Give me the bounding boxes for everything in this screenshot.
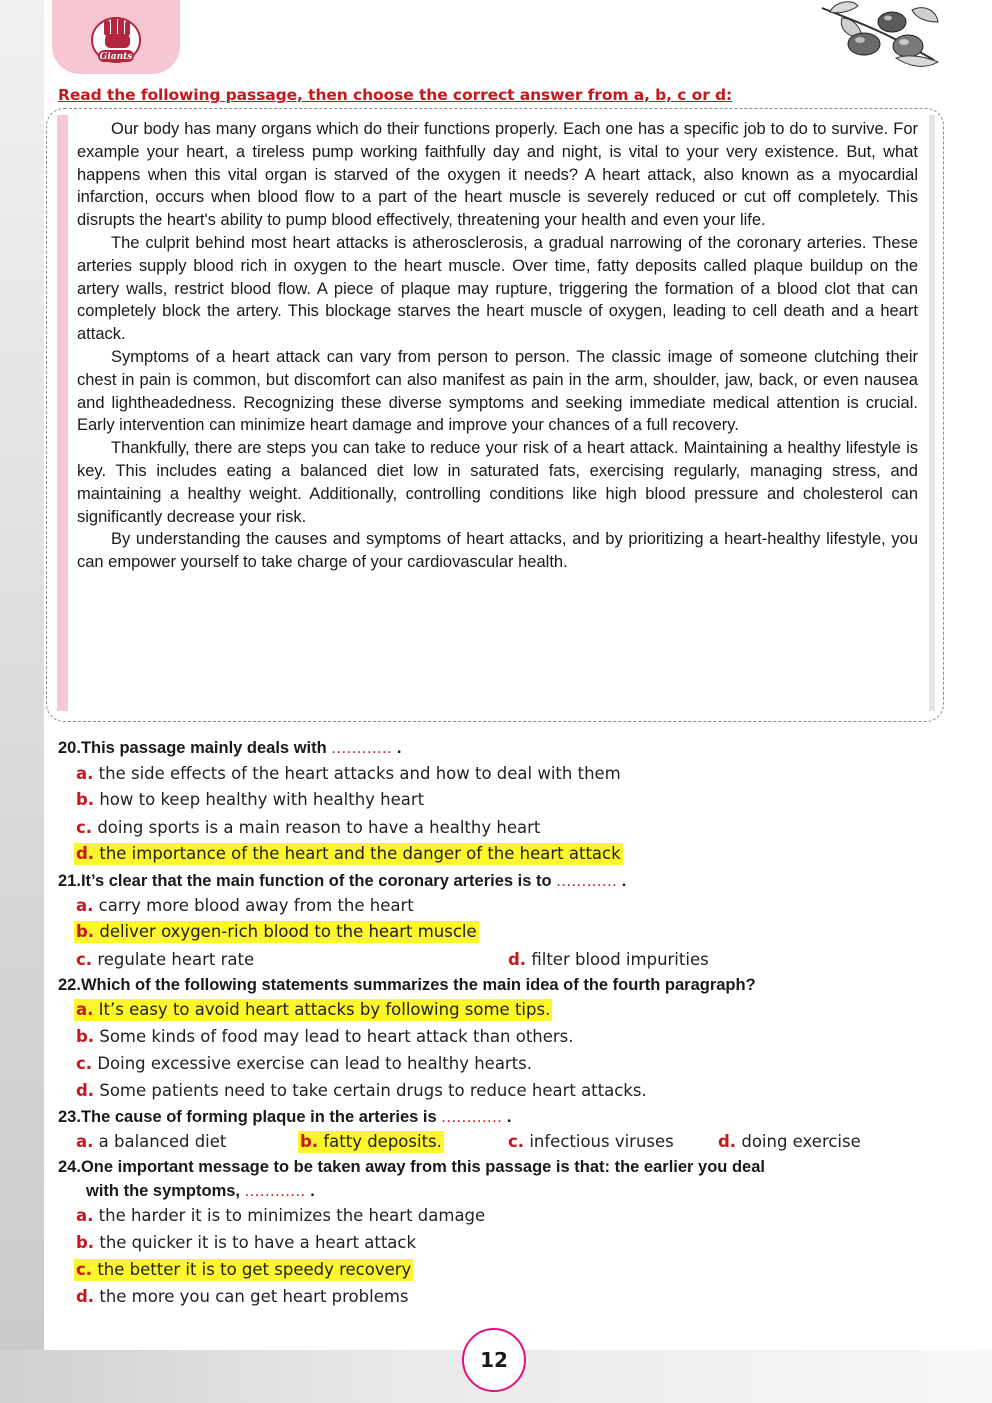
option-letter: b.	[76, 1027, 95, 1046]
option-item[interactable]	[718, 1132, 861, 1151]
option-item-correct[interactable]	[74, 1260, 413, 1279]
option-item[interactable]	[508, 1132, 674, 1151]
passage-grey-strip	[929, 115, 935, 711]
answer-highlight	[74, 843, 623, 865]
passage-paragraph: The culprit behind most heart attacks is atherosclerosis, a gradual narrowing of the coronary arteries. These arteries supply blood rich in oxygen to the heart muscle. Over time, fatty deposits called plaque buildup on the artery walls, restrict blood flow. A piece of plaque may rupture, triggering the formation of a blood clot that can completely block the artery. This blockage starves the heart muscle of oxygen, leading to cell death and a heart attack.	[77, 233, 918, 344]
option-item[interactable]	[76, 896, 414, 915]
option-letter: b.	[76, 922, 95, 941]
logo-text: Giants	[99, 52, 133, 62]
option-text: Doing excessive exercise can lead to healthy hearts.	[97, 1054, 533, 1073]
question-end: .	[310, 1182, 315, 1200]
option-letter: c.	[76, 1054, 93, 1073]
answer-highlight	[74, 921, 479, 943]
option-item[interactable]	[76, 1027, 574, 1046]
option-item[interactable]	[76, 1132, 226, 1151]
question-number: 22.	[58, 976, 81, 994]
answer-blank: ............	[244, 1182, 306, 1200]
option-text: Some kinds of food may lead to heart attack than others.	[99, 1027, 574, 1046]
question-number: 24.	[58, 1158, 81, 1176]
question-number: 23.	[58, 1108, 81, 1126]
question-text: Which of the following statements summarizes the main idea of the fourth paragraph?	[80, 976, 756, 994]
reading-passage	[77, 118, 918, 574]
question-stem	[58, 872, 626, 891]
option-text: how to keep healthy with healthy heart	[99, 790, 425, 809]
question-stem	[58, 739, 402, 758]
side-band	[0, 0, 44, 1403]
question-end: .	[396, 739, 402, 757]
option-item[interactable]	[76, 1287, 409, 1306]
passage-paragraph: By understanding the causes and symptoms of heart attacks, and by prioritizing a heart-healthy lifestyle, you can empower yourself to take charge of your cardiovascular health.	[77, 530, 918, 572]
answer-blank: ............	[441, 1108, 503, 1126]
option-text: fatty deposits.	[323, 1132, 442, 1151]
option-letter: d.	[508, 950, 527, 969]
option-letter: d.	[76, 844, 95, 863]
question-end: .	[621, 872, 627, 890]
answer-blank: ............	[331, 739, 393, 757]
passage-paragraph: Thankfully, there are steps you can take to reduce your risk of a heart attack. Maintaining a healthy lifestyle is key. This includes eating a balanced diet low in saturated fats, exercising regularly, managing stress, and maintaining a healthy weight. Additionally, controlling conditions like high blood pressure and cholesterol can significantly decrease your risk.	[77, 439, 918, 526]
option-item[interactable]	[508, 950, 709, 969]
option-item[interactable]	[76, 818, 540, 837]
option-item[interactable]	[76, 1081, 647, 1100]
answer-highlight	[298, 1131, 444, 1153]
option-item-correct[interactable]	[298, 1132, 444, 1151]
option-letter: a.	[76, 764, 94, 783]
option-item-correct[interactable]	[74, 844, 623, 863]
option-item[interactable]	[76, 1206, 485, 1225]
question-text: This passage mainly deals with	[80, 739, 327, 757]
question-text: One important message to be taken away from this passage is that: the earlier you deal	[80, 1158, 765, 1176]
option-item[interactable]	[76, 1054, 532, 1073]
option-letter: c.	[76, 1260, 93, 1279]
passage-paragraph: Symptoms of a heart attack can vary from person to person. The classic image of someone clutching their chest in pain is common, but discomfort can also manifest as pain in the arm, shoulder, jaw, back, or even nausea and lightheadedness. Recognizing these diverse symptoms and seeking immediate medical attention is crucial. Early intervention can minimize heart damage and improve your chances of a full recovery.	[77, 347, 918, 435]
question-stem	[58, 1108, 511, 1127]
option-text: the side effects of the heart attacks and how to deal with them	[98, 764, 621, 783]
question-stem-continued	[86, 1182, 315, 1201]
option-text: doing sports is a main reason to have a healthy heart	[97, 818, 541, 837]
option-text: the more you can get heart problems	[99, 1287, 409, 1306]
option-letter: c.	[76, 950, 93, 969]
option-letter: a.	[76, 1000, 94, 1019]
olive-branch-icon	[812, 0, 942, 72]
option-text: It’s easy to avoid heart attacks by following some tips.	[98, 1000, 551, 1019]
option-item[interactable]	[76, 950, 254, 969]
option-text: filter blood impurities	[531, 950, 709, 969]
answer-highlight	[74, 1259, 413, 1281]
option-text: Some patients need to take certain drugs to reduce heart attacks.	[99, 1081, 647, 1100]
fist-logo-icon	[86, 6, 146, 68]
option-text: a balanced diet	[98, 1132, 227, 1151]
question-stem	[58, 1158, 765, 1177]
option-item[interactable]	[76, 1233, 416, 1252]
option-letter: a.	[76, 896, 94, 915]
option-text: the better it is to get speedy recovery	[97, 1260, 412, 1279]
option-letter: d.	[76, 1081, 95, 1100]
option-text: carry more blood away from the heart	[98, 896, 414, 915]
passage-pink-strip	[57, 115, 68, 711]
option-letter: c.	[508, 1132, 525, 1151]
option-letter: d.	[76, 1287, 95, 1306]
logo	[52, 0, 180, 74]
question-end: .	[506, 1108, 512, 1126]
question-number: 21.	[58, 872, 81, 890]
question-number: 20.	[58, 739, 81, 757]
page-number: 12	[462, 1328, 526, 1392]
option-item-correct[interactable]	[74, 922, 479, 941]
option-letter: b.	[76, 790, 95, 809]
option-text: the quicker it is to have a heart attack	[99, 1233, 417, 1252]
option-item[interactable]	[76, 790, 424, 809]
option-letter: c.	[76, 818, 93, 837]
passage-paragraph: Our body has many organs which do their functions properly. Each one has a specific job to do to survive. For example your heart, a tireless pump working faithfully day and night, is vital to your very existence. But, what happens when this vital organ is starved of the oxygen it needs? A heart attack, also known as a myocardial infarction, occurs when blood flow to a part of the heart muscle is severely reduced or cut off completely. This disrupts the heart's ability to pump blood effectively, threatening your health and even your life.	[77, 120, 918, 230]
option-text: deliver oxygen-rich blood to the heart muscle	[99, 922, 477, 941]
option-text: infectious viruses	[529, 1132, 674, 1151]
option-letter: a.	[76, 1206, 94, 1225]
question-text: It’s clear that the main function of the coronary arteries is to	[80, 872, 552, 890]
option-item-correct[interactable]	[74, 1000, 552, 1019]
option-letter: b.	[76, 1233, 95, 1252]
option-letter: d.	[718, 1132, 737, 1151]
option-item[interactable]	[76, 764, 621, 783]
option-letter: b.	[300, 1132, 319, 1151]
question-text: with the symptoms,	[86, 1182, 241, 1200]
option-text: doing exercise	[741, 1132, 861, 1151]
option-letter: a.	[76, 1132, 94, 1151]
option-text: the importance of the heart and the danger of the heart attack	[99, 844, 621, 863]
answer-highlight	[74, 999, 552, 1021]
answer-blank: ............	[556, 872, 618, 890]
instruction-heading: Read the following passage, then choose the correct answer from a, b, c or d:	[58, 86, 733, 104]
question-text: The cause of forming plaque in the arteries is	[80, 1108, 437, 1126]
option-text: the harder it is to minimizes the heart damage	[98, 1206, 486, 1225]
question-stem	[58, 976, 756, 995]
option-text: regulate heart rate	[97, 950, 255, 969]
